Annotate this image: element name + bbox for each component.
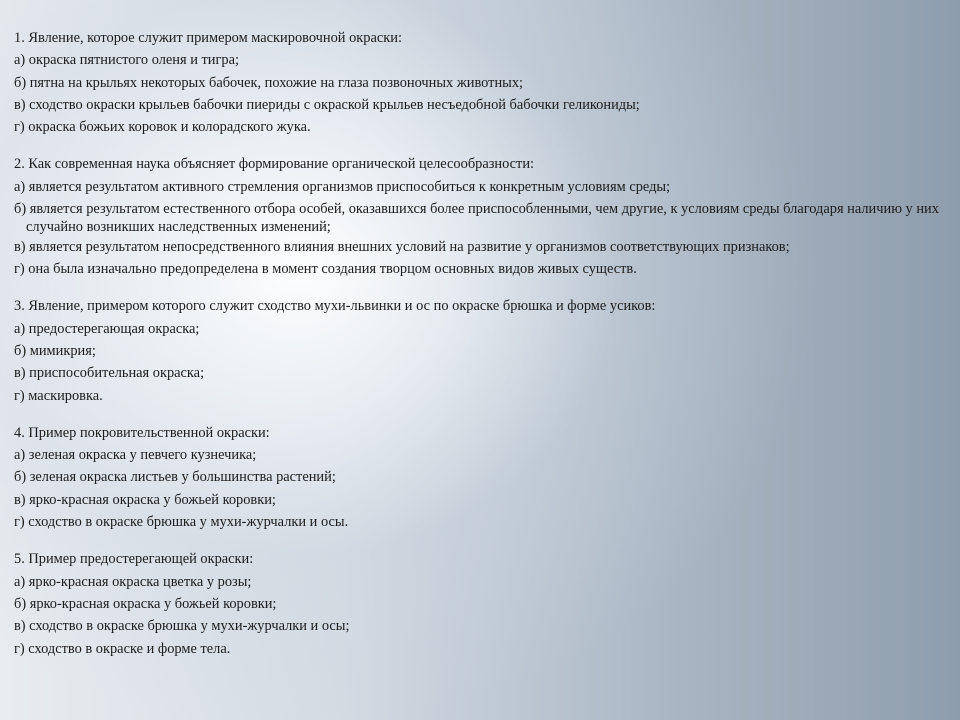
answer-option: г) сходство в окраске брюшка у мухи-журчалки и осы. (14, 514, 349, 531)
answer-option: а) окраска пятнистого оленя и тигра; (14, 52, 239, 69)
answer-option: б) пятна на крыльях некоторых бабочек, похожие на глаза позвоночных животных; (14, 74, 524, 91)
question-1 (14, 27, 946, 138)
answer-option: в) является результатом непосредственного влияния внешних условий на развитие у организмов соответствующих признаков; (14, 239, 790, 256)
answer-option: б) мимикрия; (14, 342, 96, 359)
question-text: 1. Явление, которое служит примером маскировочной окраски: (14, 30, 402, 46)
answer-option: в) сходство в окраске брюшка у мухи-журчалки и осы; (14, 618, 350, 635)
question-text: 4. Пример покровительственной окраски: (14, 424, 270, 441)
answer-option: в) приспособительная окраска; (14, 365, 205, 382)
answer-option: б) ярко-красная окраска у божьей коровки; (14, 595, 277, 612)
question-text: 5. Пример предостерегающей окраски: (14, 551, 254, 568)
answer-option: г) маскировка. (14, 387, 103, 404)
answer-option: а) предостерегающая окраска; (14, 320, 200, 337)
answer-option: в) ярко-красная окраска у божьей коровки; (14, 491, 276, 508)
answer-option: а) ярко-красная окраска цветка у розы; (14, 573, 252, 590)
answer-option: г) окраска божьих коровок и колорадского жука. (14, 119, 311, 136)
question-text: 3. Явление, примером которого служит сходство мухи-львинки и ос по окраске брюшка и форме усиков: (14, 298, 656, 315)
answer-option: г) она была изначально предопределена в момент создания творцом основных видов живых существ. (14, 261, 637, 278)
slide-content (14, 27, 946, 713)
question-text: 2. Как современная наука объясняет формирование органической целесообразности: (14, 156, 535, 173)
answer-option: б) является результатом естественного отбора особей, оказавшихся более приспособленными, чем другие, к условиям среды благодаря наличию у них случайно возникших наследственных изменений; (14, 201, 939, 236)
question-5 (14, 548, 946, 659)
answer-option: а) является результатом активного стремления организмов приспособиться к конкретным условиям среды; (14, 178, 671, 195)
question-3 (14, 295, 946, 406)
answer-option: г) сходство в окраске и форме тела. (14, 640, 231, 657)
question-2 (14, 153, 946, 280)
answer-option: б) зеленая окраска листьев у большинства растений; (14, 469, 336, 486)
question-4 (14, 422, 946, 533)
answer-option: в) сходство окраски крыльев бабочки пиериды с окраской крыльев несъедобной бабочки геликониды; (14, 96, 640, 113)
answer-option: а) зеленая окраска у певчего кузнечика; (14, 447, 257, 464)
